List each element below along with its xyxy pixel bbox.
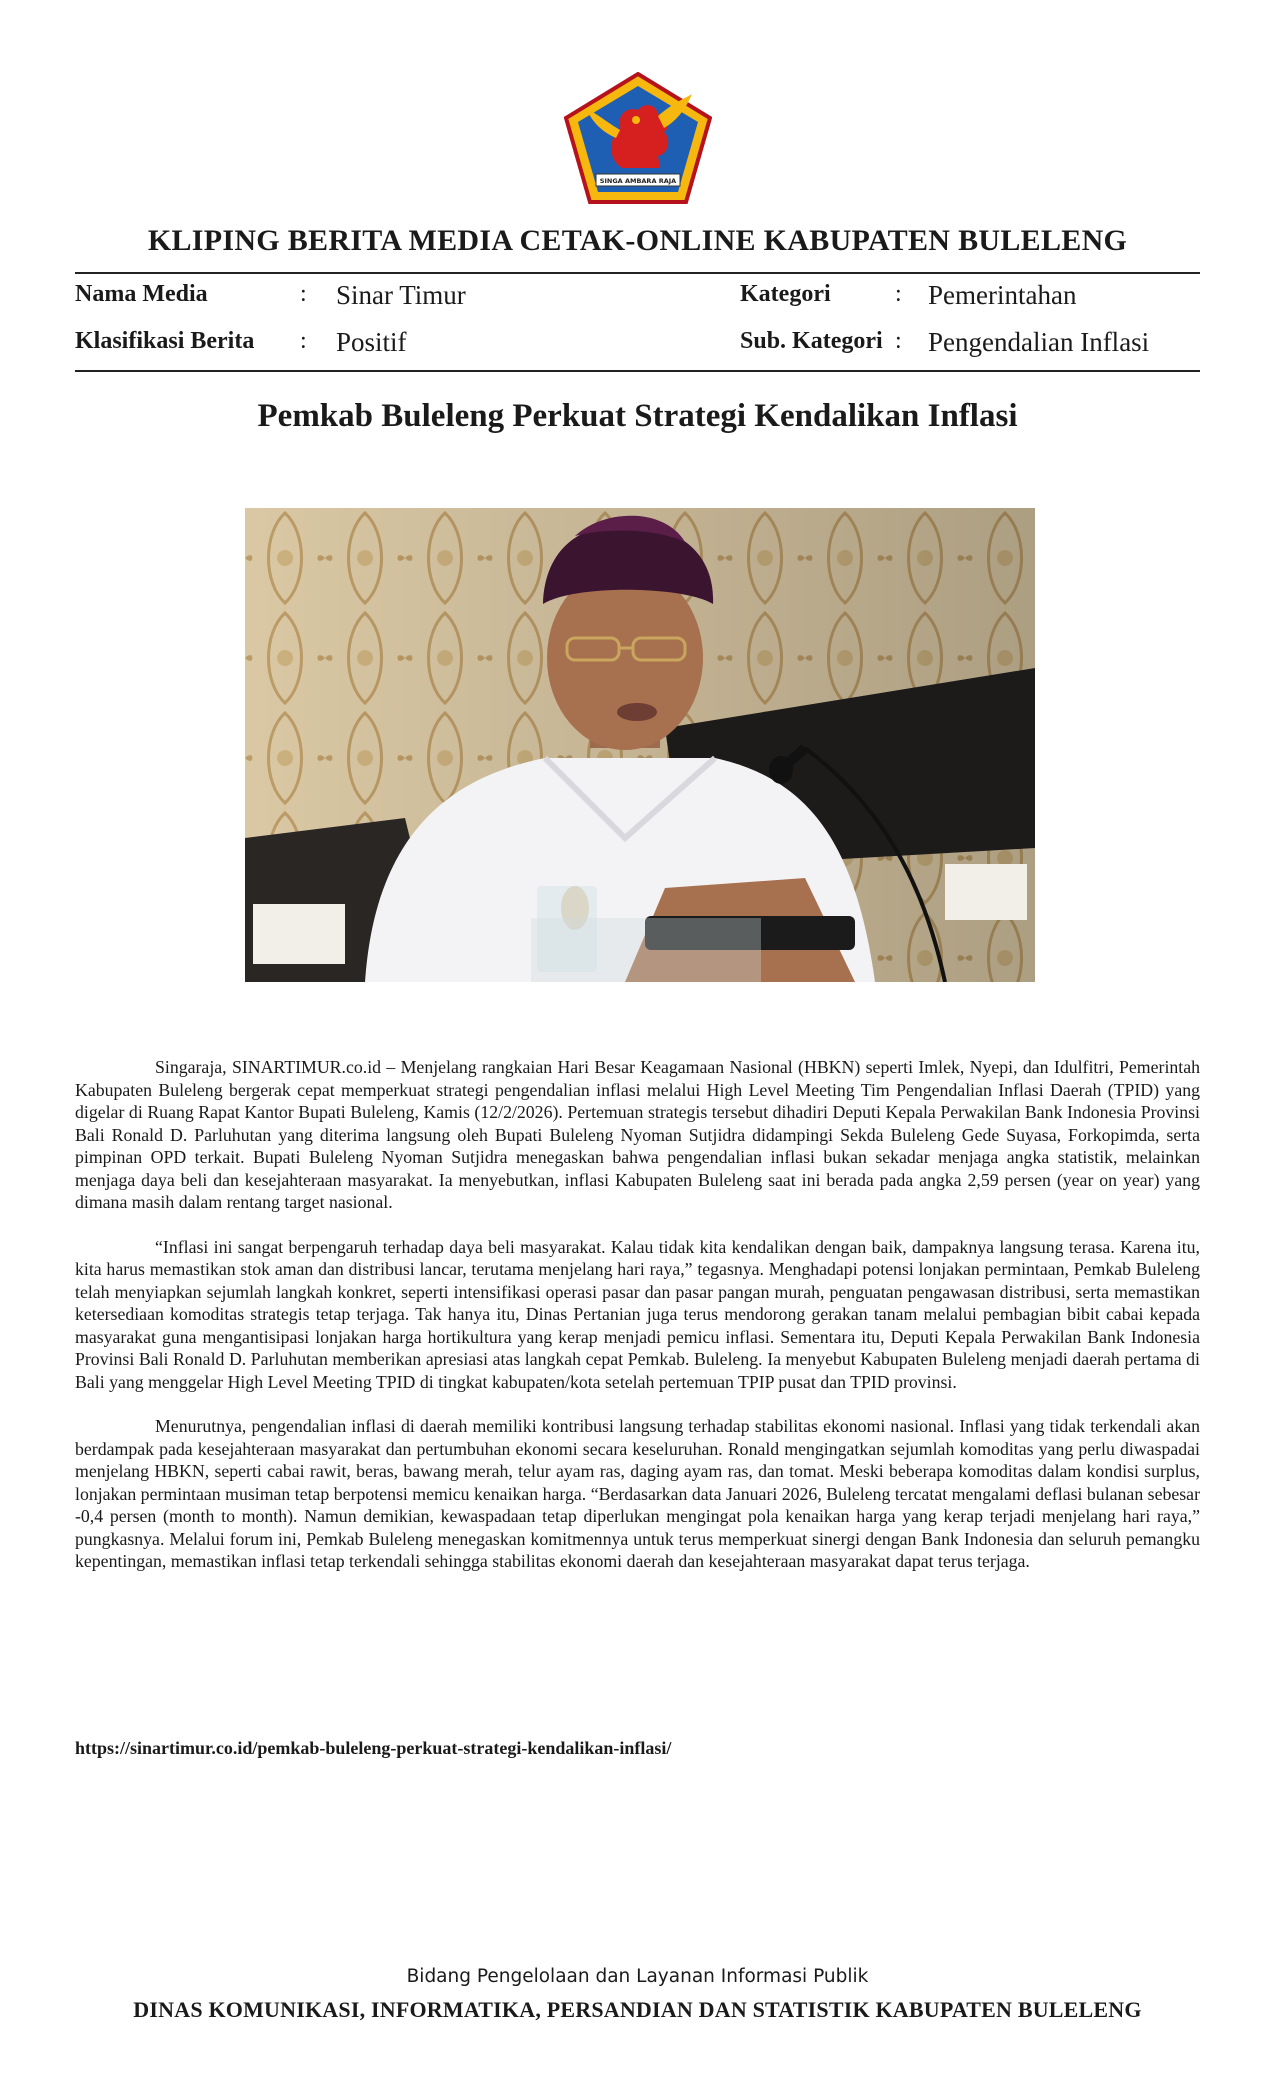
top-divider bbox=[75, 272, 1200, 274]
logo-motto-text: SINGA AMBARA RAJA bbox=[599, 177, 677, 185]
article-paragraph: “Inflasi ini sangat berpengaruh terhadap daya beli masyarakat. Kalau tidak kita kendalikan dengan baik, dampaknya langsung terasa. Karena itu, kita harus memastikan stok aman dan distribusi lancar, terutama menjelang hari raya,” tegasnya. Menghadapi potensi lonjakan permintaan, Pemkab Buleleng telah menyiapkan sejumlah langkah konkret, seperti intensifikasi operasi pasar dan pasar pangan murah, penguatan pengawasan distribusi, serta memastikan ketersediaan komoditas strategis tetap terjaga. Tak hanya itu, Dinas Pertanian juga terus mendorong gerakan tanam melalui pembagian bibit cabai kepada masyarakat guna mengantisipasi lonjakan harga hortikultura yang kerap menjadi pemicu inflasi. Sementara itu, Deputi Kepala Perwakilan Bank Indonesia Provinsi Bali Ronald D. Parluhutan memberikan apresiasi atas langkah cepat Pemkab. Buleleng. Ia menyebut Kabupaten Buleleng menjadi daerah pertama di Bali yang menggelar High Level Meeting TPID di tingkat kabupaten/kota setelah pertemuan TPIP pusat dan TPID provinsi. bbox=[75, 1236, 1200, 1392]
media-label: Nama Media bbox=[75, 281, 208, 307]
source-url-link[interactable]: https://sinartimur.co.id/pemkab-buleleng-perkuat-strategi-kendalikan-inflasi/ bbox=[75, 1738, 672, 1758]
article-paragraph: Singaraja, SINARTIMUR.co.id – Menjelang rangkaian Hari Besar Keagamaan Nasional (HBKN) seperti Imlek, Nyepi, dan Idulfitri, Pemerintah Kabupaten Buleleng bergerak cepat memperkuat strategi pengendalian inflasi melalui High Level Meeting Tim Pengendalian Inflasi Daerah (TPID) yang digelar di Ruang Rapat Kantor Bupati Buleleng, Kamis (12/2/2026). Pertemuan strategis tersebut dihadiri Deputi Kepala Perwakilan Bank Indonesia Provinsi Bali Ronald D. Parluhutan yang diterima langsung oleh Bupati Buleleng Nyoman Sutjidra didampingi Sekda Buleleng Gede Suyasa, Forkopimda, serta pimpinan OPD terkait. Bupati Buleleng Nyoman Sutjidra menegaskan bahwa pengendalian inflasi bukan sekadar menjaga angka statistik, melainkan menjaga daya beli dan kesejahteraan masyarakat. Ia menyebutkan, inflasi Kabupaten Buleleng saat ini berada pada angka 2,59 persen (year on year) yang dimana masih dalam rentang target nasional. bbox=[75, 1057, 1200, 1212]
article-headline: Pemkab Buleleng Perkuat Strategi Kendalikan Inflasi bbox=[257, 398, 1018, 434]
footer-agency: DINAS KOMUNIKASI, INFORMATIKA, PERSANDIAN DAN STATISTIK KABUPATEN BULELENG bbox=[133, 1997, 1142, 2022]
media-separator: : bbox=[300, 281, 307, 307]
media-value: Sinar Timur bbox=[336, 280, 466, 310]
kategori-separator: : bbox=[895, 281, 902, 307]
footer-department: Bidang Pengelolaan dan Layanan Informasi Publik bbox=[406, 1966, 869, 1987]
klasifikasi-separator: : bbox=[300, 328, 307, 354]
subkategori-label: Sub. Kategori bbox=[740, 328, 883, 354]
subkategori-separator: : bbox=[895, 328, 902, 354]
klasifikasi-value: Positif bbox=[336, 327, 407, 357]
meta-divider bbox=[75, 370, 1200, 372]
buleleng-emblem-logo bbox=[564, 72, 712, 204]
article-body bbox=[75, 1056, 1200, 1595]
subkategori-value: Pengendalian Inflasi bbox=[928, 327, 1150, 357]
article-paragraph: Menurutnya, pengendalian inflasi di daerah memiliki kontribusi langsung terhadap stabilitas ekonomi nasional. Inflasi yang tidak terkendali akan berdampak pada kesejahteraan masyarakat dan pertumbuhan ekonomi secara keseluruhan. Ronald mengingatkan sejumlah komoditas yang perlu diwaspadai menjelang HBKN, seperti cabai rawit, beras, bawang merah, telur ayam ras, daging ayam ras, dan tomat. Meski beberapa komoditas dalam kondisi surplus, lonjakan permintaan musiman tetap berpotensi memicu kenaikan harga. “Berdasarkan data Januari 2026, Buleleng tercatat mengalami deflasi bulanan sebesar -0,4 persen (month to month). Namun demikian, kewaspadaan tetap diperlukan mengingat pola kenaikan harga yang kerap terjadi menjelang hari raya,” pungkasnya. Melalui forum ini, Pemkab Buleleng menegaskan komitmennya untuk terus memperkuat sinergi dengan Bank Indonesia dan seluruh pemangku kepentingan, memastikan inflasi tetap terkendali sehingga stabilitas ekonomi daerah dan kesejahteraan masyarakat dapat terus terjaga. bbox=[75, 1416, 1200, 1571]
kategori-value: Pemerintahan bbox=[928, 280, 1077, 310]
kategori-label: Kategori bbox=[740, 281, 831, 307]
klasifikasi-label: Klasifikasi Berita bbox=[75, 328, 255, 354]
article-photo bbox=[245, 508, 1035, 982]
page-title: KLIPING BERITA MEDIA CETAK-ONLINE KABUPATEN BULELENG bbox=[147, 224, 1128, 257]
